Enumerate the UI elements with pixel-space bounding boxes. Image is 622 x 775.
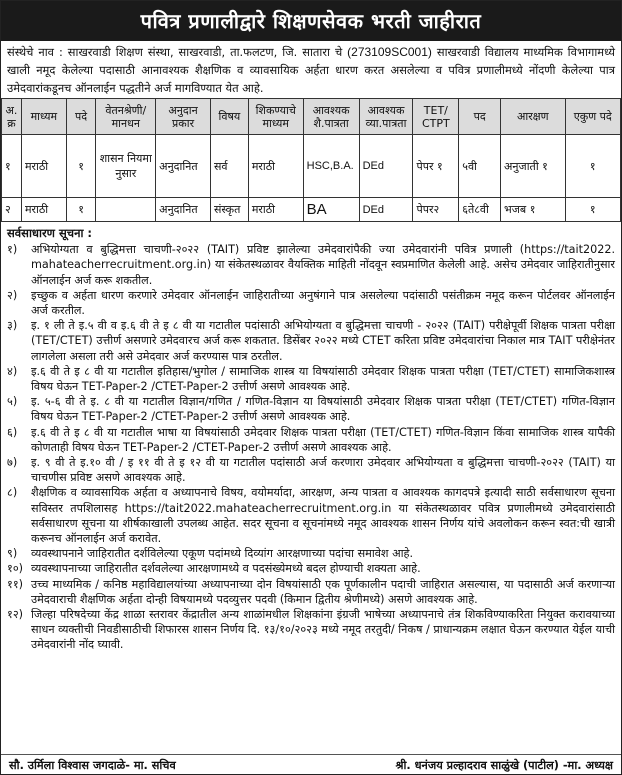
cell-reservation: अनुजाती १ [501, 135, 565, 198]
cell-post: ५वी [459, 135, 501, 198]
instruction-item [7, 364, 615, 394]
instruction-number: २) [7, 288, 18, 302]
instruction-number: ४) [7, 364, 18, 378]
instruction-text: व्यवस्थापनाच्या जाहिरातीत दर्शवलेल्या आरक्षणामध्ये व पदसंख्येमध्ये बदल होण्याची शक्यता आहे. [31, 562, 421, 576]
instruction-item [7, 318, 615, 364]
cell-sr-no: २ [2, 198, 22, 222]
cell-post: ६ते८वी [459, 198, 501, 222]
cell-medium: मराठी [21, 198, 66, 222]
header-prof-qualification: आवश्यक व्या.पात्रता [359, 99, 413, 135]
instruction-number: ७) [7, 456, 18, 470]
header-subject: विषय [210, 99, 248, 135]
instructions-heading: सर्वसाधारण सूचना : [7, 226, 93, 240]
instruction-text: अभियोग्यता व बुद्धिमत्ता चाचणी-२०२२ (TAIT) प्रविष्ट झालेल्या उमेदवारांपैकी ज्या उमेदवारांनी पवित्र प्रणाली (https://tait2022. mahateacherrecruitment.org.in) या संकेतस्थळावर वैयक्तिक माहिती नोंदवून स्वप्रमाणित केलेली आहे. असेच उमेदवार जाहिरातीनुसार ऑनलाईन अर्ज करू शकतील. [31, 243, 615, 287]
instruction-number: ९) [7, 547, 18, 561]
instruction-item [7, 455, 615, 485]
cell-total-posts: १ [565, 198, 621, 222]
cell-prof-qualification: DEd [359, 135, 413, 198]
header-tet-ctet: TET/ CTPT [413, 99, 459, 135]
instruction-item [7, 288, 615, 318]
instruction-number: १२) [7, 608, 23, 622]
instruction-text: इ.६ वी ते इ ८ वी या गटातील इतिहास/भुगोल / सामाजिक शास्त्र या विषयांसाठी उमेदवार शिक्षक पात्रता परीक्षा (TET/CTET) सामाजिकशास्त्र विषय घेऊन TET-Paper-2 /CTET-Paper-2 उत्तीर्ण असणे आवश्यक आहे. [31, 364, 615, 394]
instruction-item [7, 485, 615, 546]
vacancy-table [1, 98, 621, 222]
instruction-text: इच्छुक व अर्हता धारण करणारे उमेदवार ऑनलाईन जाहिरातीच्या अनुषंगाने पात्र असलेल्या पदांसाठी पसंतीक्रम नमूद करून पोर्टलवर ऑनलाईन अर्ज करतील. [31, 288, 615, 318]
header-teaching-medium: शिकण्याचे माध्यम [248, 99, 303, 135]
cell-subject: संस्कृत [210, 198, 248, 222]
instruction-text: इ. १ ली ते इ.५ वी व इ.६ वी ते इ ८ वी या गटातील पदांसाठी अभियोग्यता व बुद्धिमत्ता चाचणी - २०२२ (TAIT) परीक्षेपूर्वी शिक्षक पात्रता परीक्षा (TET/CTET) उत्तीर्ण असणारे उमेदवारच अर्ज करू शकतात. डिसेंबर २०२२ मध्ये CTET करिता प्रविष्ट उमेदवारांचा निकाल मात्र TAIT परीक्षेनंतर लागलेला असला तरी असे उमेदवार अर्ज करण्यास पात्र ठरतील. [31, 319, 615, 363]
instruction-number: ८) [7, 486, 18, 500]
president-signature: श्री. धनंजय प्रल्हादराव साळुंखे (पाटील) -मा. अध्यक्ष [395, 759, 613, 772]
table-row [2, 135, 621, 198]
general-instructions [1, 222, 621, 653]
instruction-text: इ. ५-६ वी ते इ. ८ वी या गटातील विज्ञान/गणित / गणित-विज्ञान या विषयांसाठी उमेदवार शिक्षक पात्रता परीक्षा (TET/CTET) गणित-विज्ञान विषय घेऊन TET-Paper-2 /CTET-Paper-2 उत्तीर्ण असणे आवश्यक आहे. [31, 395, 615, 424]
instruction-number: ३) [7, 319, 18, 333]
cell-sr-no: १ [2, 135, 22, 198]
header-edu-qualification: आवश्यक शै.पात्रता [303, 99, 359, 135]
cell-pay-scale: शासन नियमा नुसार [96, 135, 156, 198]
cell-posts: १ [66, 135, 96, 198]
advertisement-title: पवित्र प्रणालीद्वारे शिक्षणसेवक भरती जाहीरात [1, 1, 621, 41]
instruction-text: शैक्षणिक व व्यावसायिक अर्हता व अध्यापनाचे विषय, वयोमर्यादा, आरक्षण, अन्य पात्रता व आवश्यक कागदपत्रे इत्यादी साठी सर्वसाधारण सूचना सविस्तर तपशिलासह https://tait2022.mahateacherrecruitment.org.in या संकेतस्थळावर पवित्र प्रणालीमध्ये उमेदवारांसाठी सर्वसाधारण सूचना या शीर्षकाखाली उपलब्ध आहेत. सदर सूचना व सूचनांमध्ये नमूद आवश्यक शासन निर्णय यांचे अवलोकन करून स्वत:ची खात्री करूनच ऑनलाईन अर्ज करावेत. [31, 486, 615, 546]
cell-edu-qualification: HSC,B.A. [303, 135, 359, 198]
cell-medium: मराठी [21, 135, 66, 198]
instruction-number: ६) [7, 425, 18, 439]
instruction-number: १०) [7, 562, 23, 576]
instruction-item [7, 577, 615, 607]
instruction-number: ५) [7, 395, 18, 409]
cell-tet-ctet: पेपर १ [413, 135, 459, 198]
instruction-text: जिल्हा परिषदेच्या केंद्र शाळा स्तरावर केंद्रातील अन्य शाळांमधील शिक्षकांना इंग्रजी भाषेच्या अध्यापनाचे तंत्र शिकविण्याकरिता नियुक्त करावयाच्या साधन व्यक्तीची निवडीसाठीची शिफारस शासन निर्णय दि. १३/१०/२०२३ मध्ये नमूद तरतुदी/ निकष / प्राधान्यक्रम लक्षात घेऊन करण्यात येईल याची उमेदवारांनी नोंद घ्यावी. [31, 608, 615, 652]
instruction-text: उच्च माध्यमिक / कनिष्ठ महाविद्यालयांच्या अध्यापनाच्या दोन विषयांसाठी एक पूर्णकालीन पदाची जाहिरात असल्यास, या पदासाठी अर्ज करणाऱ्या उमेदवाराची शैक्षणिक अर्हता दोन्ही विषयामध्ये पदव्युत्तर पदवी (किमान द्वितीय श्रेणीमध्ये) असणे आवश्यक आहे. [31, 577, 615, 606]
instruction-text: इ.६ वी ते इ ८ वी या गटातील भाषा या विषयांसाठी उमेदवार शिक्षक पात्रता परीक्षा (TET/CTET) गणित-विज्ञान किंवा सामाजिक शास्त्र यापैकी कोणताही विषय घेऊन TET-Paper-2 /CTET-Paper-2 उत्तीर्ण असणे आवश्यक आहे. [31, 425, 615, 454]
signature-footer [1, 754, 621, 774]
cell-edu-qualification: BA [303, 198, 359, 222]
intro-text-end: साखरवाडी विद्यालय माध्यमिक विभागामध्ये खाली नमूद केलेल्या पदासाठी आनावश्यक शैक्षणिक व व्यावसायिक अर्हता धारण करत असलेल्या व पवित्र प्रणालीमध्ये नोंदणी केलेल्या पात्र उमेदवारांकडूनच ऑनलाईन पद्धतीने अर्ज मागविण्यात येत आहे. [7, 45, 615, 95]
cell-grant-type: अनुदानित [156, 135, 211, 198]
cell-total-posts: १ [565, 135, 621, 198]
cell-reservation: भजब १ [501, 198, 565, 222]
instruction-text: व्यवस्थापनाने जाहिरातीत दर्शविलेल्या एकूण पदांमध्ये दिव्यांग आरक्षणाच्या पदांचा समावेश आहे. [31, 547, 414, 561]
header-reservation: आरक्षण [501, 99, 565, 135]
instruction-item [7, 561, 615, 576]
header-post: पद [459, 99, 501, 135]
intro-text-start: संस्थेचे नाव : साखरवाडी शिक्षण संस्था, साखरवाडी, ता.फलटण, जि. सातारा चे [7, 45, 348, 59]
cell-grant-type: अनुदानित [156, 198, 211, 222]
cell-tet-ctet: पेपर२ [413, 198, 459, 222]
institution-code: (273109SC001) [347, 45, 432, 59]
cell-prof-qualification: DEd [359, 198, 413, 222]
instruction-item [7, 242, 615, 288]
cell-subject: सर्व [210, 135, 248, 198]
cell-posts: १ [66, 198, 96, 222]
header-posts: पदे [66, 99, 96, 135]
cell-pay-scale [96, 198, 156, 222]
cell-teaching-medium: मराठी [248, 135, 303, 198]
instruction-number: ११) [7, 577, 23, 591]
table-header-row [2, 99, 621, 135]
instruction-item [7, 607, 615, 653]
instruction-number: १) [7, 243, 18, 257]
cell-teaching-medium: मराठी [248, 198, 303, 222]
instruction-item [7, 394, 615, 424]
header-pay-scale: वेतनश्रेणी/ मानधन [96, 99, 156, 135]
institution-intro [1, 41, 621, 98]
header-sr-no: अ. क्र [2, 99, 22, 135]
instruction-item [7, 546, 615, 561]
instruction-item [7, 425, 615, 455]
header-total-posts: एकुण पदे [565, 99, 621, 135]
instruction-text: इ. ९ वी ते इ.१० वी / इ ११ वी ते इ १२ वी या गटातील पदांसाठी अर्ज करणारा उमेदवार अभियोग्यता व बुद्धिमत्ता चाचणी-२०२२ (TAIT) या चाचणीस प्रविष्ट असणे आवश्यक आहे. [31, 456, 615, 485]
secretary-signature: सौ. उर्मिला विश्वास जगदाळे- मा. सचिव [9, 759, 176, 772]
header-medium: माध्यम [21, 99, 66, 135]
header-grant-type: अनुदान प्रकार [156, 99, 211, 135]
table-row [2, 198, 621, 222]
